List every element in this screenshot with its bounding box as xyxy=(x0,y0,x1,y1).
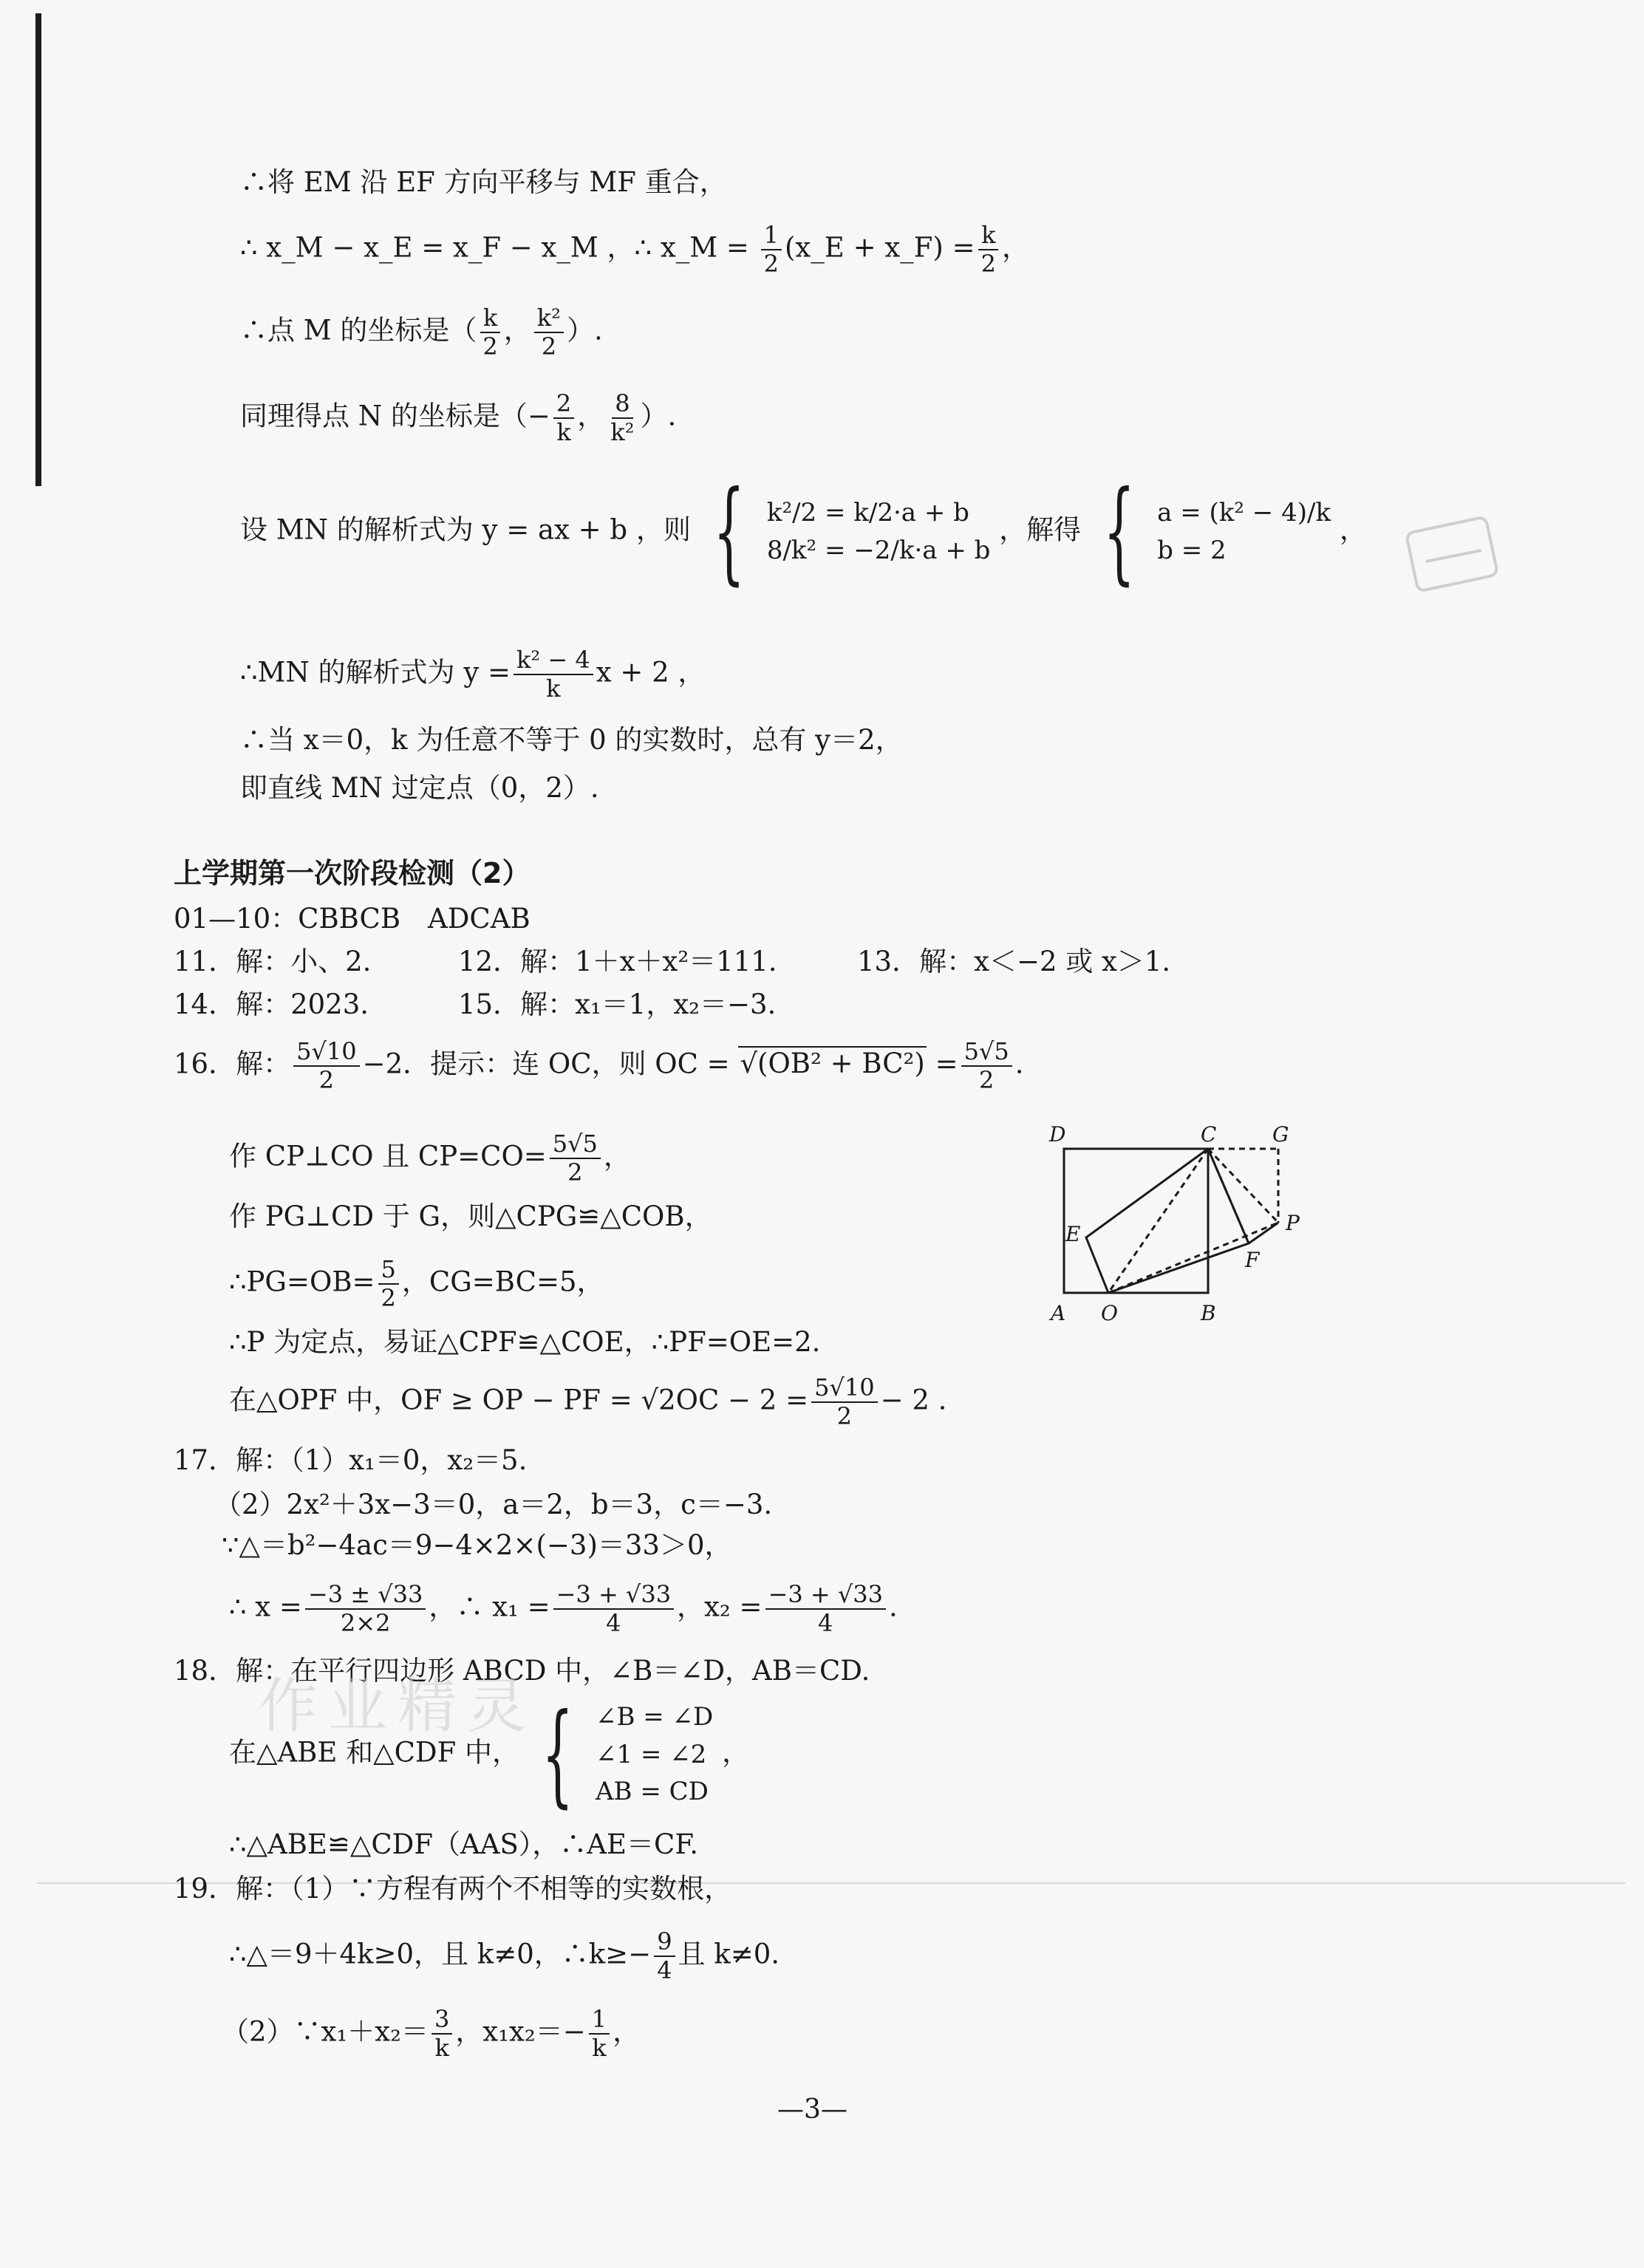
eq-text: ）. xyxy=(567,314,603,346)
fraction: $\frac{5√5}{2}$ xyxy=(550,1130,601,1186)
text-line: 同理得点 N 的坐标是（− $\frac{2}{k}$ ， $\frac{8}{\text{k²}}$ ）. xyxy=(240,389,677,446)
q19-line: ∴△＝9＋4k≥0，且 k≠0，∴k≥− $\frac{9}{4}$ 且 k≠0. xyxy=(229,1927,780,1984)
watermark-text: 作业精灵 xyxy=(259,1672,536,1741)
label-a: A xyxy=(1051,1301,1066,1325)
label-o: O xyxy=(1101,1301,1118,1325)
segment-cp xyxy=(1208,1149,1278,1223)
geometry-figure xyxy=(1034,1119,1389,1341)
answer-13: 13．解：x＜−2 或 x＞1. xyxy=(857,946,1171,977)
fraction: $\frac{-3 + √33}{4}$ xyxy=(553,1581,674,1637)
fraction: $\frac{9}{4}$ xyxy=(654,1928,675,1984)
square-abcd xyxy=(1064,1149,1208,1293)
fraction: $\frac{8}{\text{k²}}$ xyxy=(610,389,635,446)
watermark-icon xyxy=(1396,510,1507,598)
sqrt-expression: √(OB² + BC²) xyxy=(740,1048,925,1080)
q17-line: ∵△＝b²−4ac＝9−4×2×(−3)＝33＞0， xyxy=(222,1529,732,1561)
segment-ce-eo xyxy=(1086,1149,1208,1293)
text-line xyxy=(240,468,1367,596)
eq-text: (x_E + x_F) = xyxy=(785,231,975,264)
fraction: $\frac{5√5}{2}$ xyxy=(961,1038,1012,1094)
eq-text: ， xyxy=(1339,513,1367,546)
label-c: C xyxy=(1201,1122,1217,1147)
label-f: F xyxy=(1245,1248,1260,1272)
q16-step: ∴P 为定点，易证△CPF≌△COE，∴PF=OE=2. xyxy=(229,1326,821,1358)
answer-12: 12．解：1＋x＋x²＝111. xyxy=(458,946,777,977)
q16-step: ∴PG=OB= $\frac{5}{2}$ ，CG=BC=5， xyxy=(229,1255,604,1312)
fraction: $\frac{2}{k}$ xyxy=(553,390,574,446)
eq-text: 同理得点 N 的坐标是（− xyxy=(240,400,550,432)
page-number: —3— xyxy=(777,2094,847,2125)
answer-14: 14．解：2023. xyxy=(174,988,369,1020)
left-brace: { xyxy=(542,1690,573,1819)
q17-line: ∴ x = $\frac{-3 \pm √33}{2\times 2}$ ，∴ x₁ = $\frac{-3 + √33}{4}$ ，x₂ = $\frac{-3 + √33}{4}$ . xyxy=(229,1580,898,1637)
eq-text: ，解得 xyxy=(999,513,1082,546)
equation-system: k²/2 = k/2·a + b 8/k² = −2/k·a + b xyxy=(766,498,991,565)
q19-line: 19．解：（1）∵方程有两个不相等的实数根， xyxy=(174,1873,732,1905)
left-brace: { xyxy=(1103,468,1136,596)
eq-text: x + 2 ， xyxy=(596,656,706,689)
congruence-conditions: ∠B = ∠D ∠1 = ∠2 AB = CD xyxy=(595,1701,714,1807)
fraction: $\frac{3}{k}$ xyxy=(432,2006,452,2062)
text-line: 即直线 MN 过定点（0，2）. xyxy=(240,772,599,804)
fraction: $\frac{-3 \pm √33}{2\times 2}$ xyxy=(305,1581,426,1637)
fraction: $\frac{1}{k}$ xyxy=(589,2006,610,2062)
answer-11: 11．解：小、2. xyxy=(174,946,372,977)
fraction: $\frac{\text{k²}}{2}$ xyxy=(534,304,564,361)
fraction: $\frac{k}{2}$ xyxy=(480,304,500,361)
q16-step: 作 PG⊥CD 于 G，则△CPG≌△COB， xyxy=(229,1200,712,1232)
fraction: $\frac{\text{k² − 4}}{k}$ xyxy=(514,646,593,703)
q16-head: 16．解： $\frac{5√10}{2}$ −2．提示：连 OC，则 OC = √(OB² + BC²) = $\frac{5√5}{2}$ . xyxy=(174,1037,1024,1094)
text-line: ∴ x_M − x_E = x_F − x_M ，∴ x_M = $\frac{1}{2}$ (x_E + x_F) = $\frac{k}{2}$ ， xyxy=(240,221,1029,278)
answers-mc: 01—10：CBBCB ADCAB xyxy=(174,903,531,935)
q18-line: ∴△ABE≌△CDF（AAS），∴AE＝CF. xyxy=(229,1828,699,1860)
label-p: P xyxy=(1286,1211,1300,1235)
label-g: G xyxy=(1272,1122,1289,1147)
text-line: ∴将 EM 沿 EF 方向平移与 MF 重合， xyxy=(240,166,727,198)
text-line: ∴点 M 的坐标是（ $\frac{k}{2}$ ， $\frac{\text{k²}}{2}$ ）. xyxy=(240,304,603,361)
binding-bar xyxy=(35,13,41,486)
section-title: 上学期第一次阶段检测（2） xyxy=(174,857,531,889)
q17-line: 17．解：（1）x₁＝0，x₂＝5. xyxy=(174,1444,528,1476)
eq-text: ∴MN 的解析式为 y = xyxy=(240,656,511,689)
fraction: $\frac{5√10}{2}$ xyxy=(811,1374,877,1430)
q18-line: 18．解：在平行四边形 ABCD 中，∠B＝∠D，AB＝CD. xyxy=(174,1655,870,1687)
fraction: $\frac{5}{2}$ xyxy=(378,1256,399,1312)
label-e: E xyxy=(1065,1222,1081,1246)
eq-text: 设 MN 的解析式为 y = ax + b ，则 xyxy=(240,513,691,546)
eq-text: ）. xyxy=(640,400,677,432)
answer-15: 15．解：x₁＝1，x₂＝−3. xyxy=(458,988,777,1020)
label-b: B xyxy=(1201,1301,1216,1325)
q18-line: 在△ABE 和△CDF 中， { ∠B = ∠D ∠1 = ∠2 AB = CD ， xyxy=(229,1690,750,1819)
q17-line: （2）2x²＋3x−3＝0，a＝2，b＝3，c＝−3. xyxy=(214,1489,773,1520)
fraction: $\frac{1}{2}$ xyxy=(761,222,782,278)
text-line xyxy=(240,646,705,703)
q16-step: 在△OPF 中，OF ≥ OP − PF = √2OC − 2 = $\frac{5√10}{2}$ − 2 . xyxy=(229,1373,947,1430)
q16-step: 作 CP⊥CO 且 CP=CO= $\frac{5√5}{2}$ ， xyxy=(229,1130,631,1186)
q19-line: （2）∵x₁＋x₂＝ $\frac{3}{k}$ ，x₁x₂＝− $\frac{1}{k}$ ， xyxy=(222,2005,641,2062)
fraction: $\frac{-3 + √33}{4}$ xyxy=(765,1581,886,1637)
eq-text: ∴ x_M − x_E = x_F − x_M ，∴ x_M = xyxy=(240,231,758,264)
left-brace: { xyxy=(712,468,745,596)
label-d: D xyxy=(1049,1122,1066,1147)
eq-text: ∴点 M 的坐标是（ xyxy=(240,314,477,346)
fraction: $\frac{5√10}{2}$ xyxy=(293,1038,359,1094)
text-line: ∴当 x＝0，k 为任意不等于 0 的实数时，总有 y＝2， xyxy=(240,724,903,756)
solution-system: a = (k² − 4)/k b = 2 xyxy=(1157,498,1331,565)
fraction: $\frac{k}{2}$ xyxy=(978,222,999,278)
